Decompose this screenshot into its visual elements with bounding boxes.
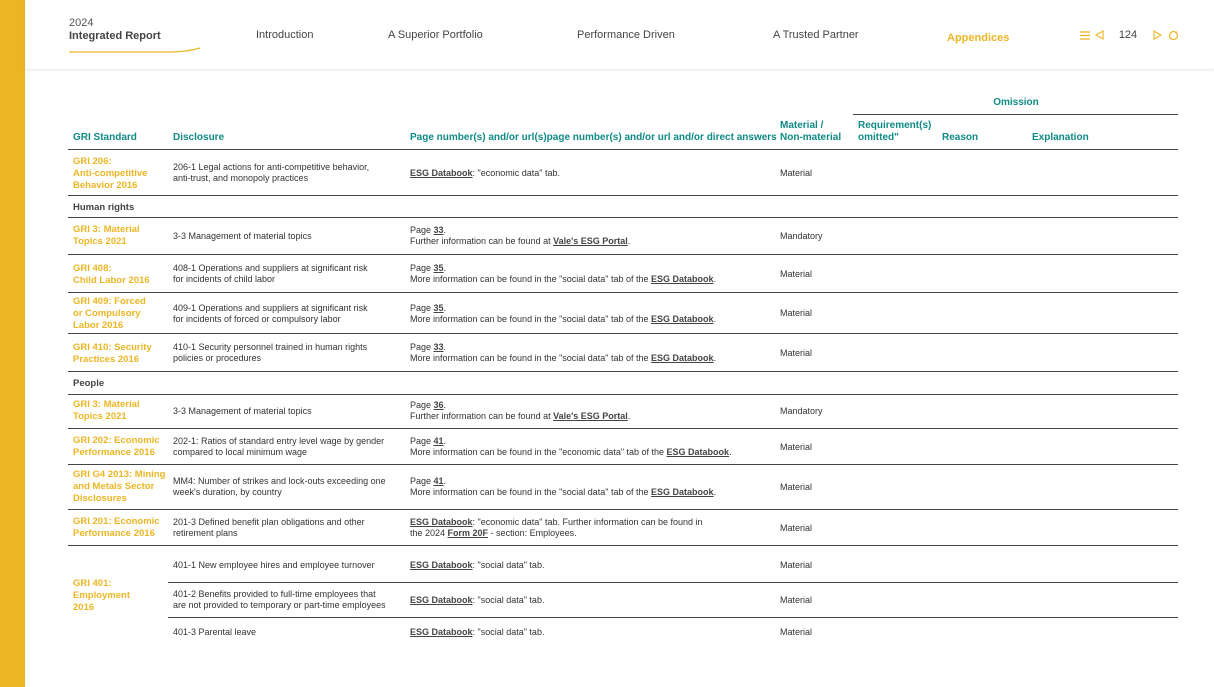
page-line [410, 476, 716, 487]
col-material-line1: Material / [780, 120, 824, 131]
disclosure-cell [173, 263, 368, 285]
gri-standard-cell [73, 435, 160, 459]
col-material [780, 120, 841, 144]
std-line: or Compulsory [73, 308, 141, 319]
gri-standard-cell [73, 263, 150, 287]
std-line: GRI G4 2013: Mining [73, 469, 166, 480]
esg-databook-link[interactable]: ESG Databook [410, 627, 473, 637]
page-suffix: . [713, 487, 717, 497]
table-row [68, 395, 1178, 429]
page-line [410, 236, 630, 247]
page-prefix: Page [410, 476, 434, 486]
page-line [410, 303, 716, 314]
col-requirements-omitted [858, 120, 931, 144]
report-logo[interactable] [69, 17, 161, 43]
table-row [68, 150, 1178, 196]
material-cell: Material [780, 308, 813, 318]
material-cell: Mandatory [780, 231, 823, 241]
page-suffix: . [713, 314, 717, 324]
disclosure-cell [173, 517, 365, 539]
disclosure-cell [173, 589, 386, 611]
disclosure-line: 3-3 Management of material topics [173, 231, 312, 241]
gri-standard-cell [73, 578, 130, 614]
esg-databook-link[interactable]: ESG Databook [410, 560, 473, 570]
page-number: 124 [1118, 29, 1138, 41]
page-number-link[interactable]: 36 [433, 400, 444, 410]
gri-standard-cell [73, 516, 160, 540]
page-line [410, 274, 716, 285]
esg-databook-link[interactable]: ESG Databook [651, 353, 714, 363]
nav-superior-portfolio[interactable]: A Superior Portfolio [388, 29, 483, 41]
std-line: GRI 3: Material [73, 224, 140, 235]
std-line: Topics 2021 [73, 411, 127, 422]
page-number-link[interactable]: 41 [433, 436, 444, 446]
std-line: Practices 2016 [73, 354, 140, 365]
page-line [410, 447, 732, 458]
page-line [410, 342, 716, 353]
disclosure-line: 3-3 Management of material topics [173, 406, 312, 416]
page-suffix: . [627, 236, 631, 246]
top-navigation-bar [25, 0, 1214, 70]
page-text: : "economic data" tab. Further information can be found in [472, 517, 703, 527]
page-text: Further information can be found at [410, 411, 554, 421]
page-number-link[interactable]: 41 [433, 476, 444, 486]
page-line [410, 225, 630, 236]
page-suffix: . [443, 342, 447, 352]
page-cell [410, 342, 716, 364]
material-cell: Material [780, 595, 813, 605]
page-line [410, 436, 732, 447]
std-line: GRI 401: [73, 578, 112, 589]
esg-portal-link[interactable]: Vale's ESG Portal [553, 411, 628, 421]
gri-standard-cell [73, 224, 140, 248]
disclosure-line: 401-3 Parental leave [173, 627, 257, 637]
table-row [68, 429, 1178, 465]
disclosure-line: anti-trust, and monopoly practices [173, 173, 309, 183]
page-line [410, 517, 703, 528]
page-line [410, 314, 716, 325]
material-cell: Material [780, 348, 813, 358]
table-row [68, 293, 1178, 334]
page-line [410, 411, 630, 422]
disclosure-line: policies or procedures [173, 353, 262, 363]
material-cell: Material [780, 482, 813, 492]
disclosure-line: 401-1 New employee hires and employee turnover [173, 560, 375, 570]
page-suffix: . [713, 353, 717, 363]
std-line: Anti-competitive [73, 168, 148, 179]
page-suffix: . [443, 303, 447, 313]
std-line: Behavior 2016 [73, 180, 138, 191]
table-row [168, 546, 1178, 583]
page-line [410, 353, 716, 364]
esg-portal-link[interactable]: Vale's ESG Portal [553, 236, 628, 246]
disclosure-cell [173, 627, 256, 638]
material-cell: Mandatory [780, 406, 823, 416]
page-text: : "social data" tab. [472, 627, 545, 637]
col-page-numbers: Page number(s) and/or url(s)page number(s) and/or url and/or direct answers [410, 132, 777, 143]
menu-icon[interactable] [1078, 28, 1092, 42]
disclosure-line: MM4: Number of strikes and lock-outs exceeding one [173, 476, 386, 486]
page-text: More information can be found in the "social data" tab of the [410, 353, 652, 363]
section-human-rights: Human rights [73, 202, 135, 213]
page-prefix: Page [410, 225, 434, 235]
std-line: GRI 409: Forced [73, 296, 146, 307]
disclosure-line: compared to local minimum wage [173, 447, 308, 457]
std-line: 2016 [73, 602, 95, 613]
table-header-row [68, 118, 1178, 150]
std-line: Disclosures [73, 493, 127, 504]
material-cell: Material [780, 627, 813, 637]
page-text: More information can be found in the "social data" tab of the [410, 314, 652, 324]
gri-standard-cell [73, 156, 147, 192]
page-cell [410, 225, 630, 247]
std-line: GRI 202: Economic [73, 435, 160, 446]
nav-trusted-partner[interactable]: A Trusted Partner [773, 29, 859, 41]
nav-appendices[interactable]: Appendices [947, 32, 1010, 44]
std-line: and Metals Sector [73, 481, 155, 492]
esg-databook-link[interactable]: ESG Databook [410, 168, 473, 178]
esg-databook-link[interactable]: ESG Databook [651, 487, 714, 497]
esg-databook-link[interactable]: ESG Databook [410, 595, 473, 605]
section-row [68, 196, 1178, 218]
page-suffix: . [443, 225, 447, 235]
page-text: : "social data" tab. [472, 595, 545, 605]
table-row [168, 583, 1178, 618]
page-suffix: . [443, 263, 447, 273]
page-text: More information can be found in the "economic data" tab of the [410, 447, 667, 457]
col-explanation: Explanation [1032, 132, 1089, 143]
table-row [68, 334, 1178, 372]
disclosure-line: 410-1 Security personnel trained in human rights [173, 342, 368, 352]
disclosure-cell [173, 476, 386, 498]
page-prefix: Page [410, 436, 434, 446]
page-text: the 2024 [410, 528, 448, 538]
logo-underline-icon [69, 47, 201, 55]
std-line: Child Labor 2016 [73, 275, 150, 286]
esg-databook-link[interactable]: ESG Databook [666, 447, 730, 457]
page-line [410, 400, 630, 411]
page-prefix: Page [410, 303, 434, 313]
disclosure-cell [173, 342, 367, 364]
disclosure-line: 206-1 Legal actions for anti-competitive behavior, [173, 162, 370, 172]
page-suffix: . [713, 274, 717, 284]
disclosure-line: for incidents of child labor [173, 274, 276, 284]
gri-standard-cell [73, 469, 165, 505]
col-req-line2: omitted" [858, 132, 899, 143]
gri-standard-cell [73, 399, 140, 423]
page-number-link[interactable]: 33 [433, 342, 444, 352]
page-prefix: Page [410, 342, 434, 352]
page-text: Further information can be found at [410, 236, 554, 246]
material-cell: Material [780, 523, 813, 533]
disclosure-cell [173, 560, 375, 571]
esg-databook-link[interactable]: ESG Databook [410, 517, 473, 527]
page-line [410, 528, 703, 539]
esg-databook-link[interactable]: ESG Databook [651, 314, 714, 324]
page-cell [410, 476, 716, 498]
table-row [68, 465, 1178, 510]
std-line: GRI 408: [73, 263, 112, 274]
page-cell [410, 400, 630, 422]
form-20f-link[interactable]: Form 20F [447, 528, 489, 538]
report-year: 2024 [69, 17, 94, 29]
disclosure-cell [173, 303, 368, 325]
gri-standard-cell [73, 342, 152, 366]
page-line [410, 263, 716, 274]
material-cell: Material [780, 269, 813, 279]
page-suffix: . [443, 400, 447, 410]
page-cell [410, 517, 703, 539]
page-number-link[interactable]: 33 [433, 225, 444, 235]
page-suffix: . [443, 476, 447, 486]
page-cell [410, 595, 544, 606]
disclosure-line: 409-1 Operations and suppliers at significant risk [173, 303, 368, 313]
disclosure-cell [173, 406, 312, 417]
disclosure-cell [173, 436, 384, 458]
disclosure-cell [173, 231, 312, 242]
col-reason: Reason [942, 132, 979, 143]
table-row [168, 618, 1178, 648]
side-accent-bar [0, 0, 25, 687]
page-text: More information can be found in the "social data" tab of the [410, 487, 652, 497]
previous-page-icon[interactable] [1092, 28, 1106, 42]
table-row [68, 255, 1178, 293]
page-text: : "social data" tab. [472, 560, 545, 570]
page-text: More information can be found in the "social data" tab of the [410, 274, 652, 284]
std-line: Performance 2016 [73, 447, 155, 458]
col-req-line1: Requirement(s) [858, 120, 932, 131]
disclosure-line: 201-3 Defined benefit plan obligations and other [173, 517, 365, 527]
material-cell: Material [780, 442, 813, 452]
std-line: Labor 2016 [73, 320, 124, 331]
disclosure-line: are not provided to temporary or part-time employees [173, 600, 386, 610]
omission-divider [853, 114, 1178, 115]
disclosure-line: 408-1 Operations and suppliers at significant risk [173, 263, 368, 273]
disclosure-line: 202-1: Ratios of standard entry level wage by gender [173, 436, 385, 446]
table-row [68, 218, 1178, 255]
page-cell [410, 436, 732, 458]
std-line: GRI 410: Security [73, 342, 152, 353]
page-text: - section: Employees. [488, 528, 577, 538]
page-suffix: . [443, 436, 447, 446]
disclosure-line: for incidents of forced or compulsory labor [173, 314, 341, 324]
page-cell [410, 627, 544, 638]
page-cell [410, 560, 544, 571]
page-cell [410, 303, 716, 325]
disclosure-cell [173, 162, 369, 184]
page-suffix: . [627, 411, 631, 421]
page-number-link[interactable]: 35 [433, 263, 444, 273]
col-material-line2: Non-material [780, 132, 842, 143]
page-prefix: Page [410, 263, 434, 273]
col-disclosure: Disclosure [173, 132, 225, 143]
esg-databook-link[interactable]: ESG Databook [651, 274, 714, 284]
std-line: GRI 201: Economic [73, 516, 160, 527]
std-line: Performance 2016 [73, 528, 155, 539]
nav-introduction[interactable]: Introduction [256, 29, 314, 41]
col-gri-standard: GRI Standard [73, 132, 137, 143]
std-line: GRI 206: [73, 156, 112, 167]
std-line: Employment [73, 590, 131, 601]
material-cell: Material [780, 560, 813, 570]
section-people: People [73, 378, 105, 389]
page-number-link[interactable]: 35 [433, 303, 444, 313]
page-cell [410, 168, 560, 179]
page-prefix: Page [410, 400, 434, 410]
gri-standard-cell [73, 296, 146, 332]
std-line: GRI 3: Material [73, 399, 140, 410]
omission-group-header: Omission [993, 97, 1039, 108]
refresh-icon[interactable] [1166, 28, 1180, 42]
disclosure-line: week's duration, by country [173, 487, 282, 497]
material-cell: Material [780, 168, 813, 178]
page-cell [410, 263, 716, 285]
next-page-icon[interactable] [1150, 28, 1164, 42]
page-line [410, 487, 716, 498]
page-suffix: . [729, 447, 732, 457]
table-row [68, 510, 1178, 546]
page-text: : "economic data" tab. [472, 168, 560, 178]
nav-performance-driven[interactable]: Performance Driven [577, 29, 675, 41]
disclosure-line: 401-2 Benefits provided to full-time employees that [173, 589, 376, 599]
disclosure-line: retirement plans [173, 528, 238, 538]
std-line: Topics 2021 [73, 236, 127, 247]
section-row [68, 372, 1178, 395]
report-title: Integrated Report [69, 30, 161, 42]
page-navigator [1078, 27, 1180, 43]
